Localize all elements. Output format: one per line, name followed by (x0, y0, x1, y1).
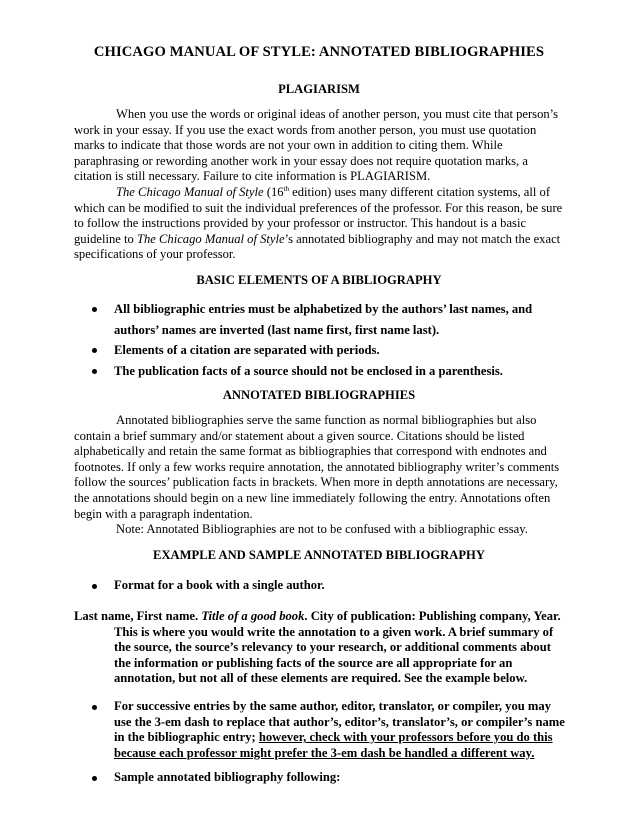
paragraph-line (74, 185, 566, 201)
annotated-paragraph (74, 413, 566, 538)
text-span: guideline to (74, 231, 137, 246)
annotated-heading: ANNOTATED BIBLIOGRAPHIES (222, 388, 416, 402)
sample-bibliography-bullet (74, 770, 594, 786)
book-title-italic: The Chicago Manual of Style (116, 184, 264, 199)
paragraph-line: which can be modified to suit the individual preferences of the professor. For this reason, be sure (74, 200, 563, 215)
successive-entries-bullet (74, 699, 594, 761)
example-heading: EXAMPLE AND SAMPLE ANNOTATED BIBLIOGRAPHY (153, 548, 485, 562)
paragraph-line: work in your essay. If you use the exact words from another person, you must use quotation (74, 122, 537, 137)
annotation-line: the source, the source’s relevancy to your research, or additional comments about (114, 640, 551, 655)
note-line: Note: Annotated Bibliographies are not to be confused with a bibliographic essay. (116, 522, 528, 537)
paragraph-line: the annotations should begin on a new line immediately following the entry. Annotations often (74, 490, 551, 505)
paragraph-line: citation is still necessary. Failure to cite information is PLAGIARISM. (74, 169, 431, 184)
bullet-icon (92, 369, 97, 374)
list-item-text: The publication facts of a source should not be enclosed in a parenthesis. (114, 363, 503, 378)
underlined-text: however, check with your professors before you do this (258, 730, 553, 745)
underlined-text: because each professor might prefer the 3-em dash be handled a different way. (114, 745, 535, 760)
text-span: edition) uses many different citation systems, all of (289, 184, 551, 199)
bullet-icon (92, 705, 97, 710)
list-item (74, 340, 574, 361)
book-format-bullet (74, 578, 594, 594)
plagiarism-heading: PLAGIARISM (278, 82, 360, 96)
list-item-text: All bibliographic entries must be alphabetized by the authors’ last names, and (114, 302, 533, 316)
paragraph-line: specifications of your professor. (74, 247, 236, 262)
paragraph-line: paraphrasing or rewording another work in your essay does not require quotation marks, a (74, 153, 528, 168)
superscript: th (283, 184, 289, 193)
bullet-icon (92, 776, 97, 781)
bullet-text: Sample annotated bibliography following: (114, 770, 341, 784)
book-title-italic: Title of a good book (201, 609, 305, 623)
paragraph-line: marks to indicate that those words are not your own in addition to citing them. While (74, 138, 503, 153)
list-item-text: Elements of a citation are separated with periods. (114, 343, 380, 357)
paragraph-line: contain a brief summary and/or statement about a given source. Citations should be listed (74, 428, 525, 443)
bullet-line (114, 746, 594, 762)
paragraph-line: begin with a paragraph indentation. (74, 506, 253, 521)
annotation-line: This is where you would write the annotation to a given work. A brief summary of (114, 624, 554, 639)
bullet-line (114, 730, 594, 746)
sample-entry (74, 609, 574, 687)
text-span: (16 (263, 184, 284, 199)
bullet-line: For successive entries by the same author, editor, translator, or compiler, you may (114, 699, 552, 713)
paragraph-line (74, 232, 566, 248)
paragraph-line: footnotes. If only a few works require annotation, the annotated bibliography writer’s comments (74, 459, 560, 474)
paragraph-line: alphabetically and retain the same format as bibliographies that correspond with endnotes and (74, 444, 547, 459)
plagiarism-paragraph (74, 107, 566, 263)
list-item (74, 320, 574, 341)
entry-citation-line (74, 609, 574, 625)
bullet-icon (92, 307, 97, 312)
paragraph-line: follow the sources’ publication facts in brackets. When more in depth annotations are necessary, (74, 475, 558, 490)
book-title-italic: The Chicago Manual of Style (136, 231, 285, 246)
paragraph-line: Annotated bibliographies serve the same function as normal bibliographies but also (116, 413, 537, 427)
paragraph-line: to follow the instructions provided by your professor or instructor. This handout is a basic (74, 216, 527, 231)
annotation-line: the information or publishing facts of the source are all appropriate for an (114, 655, 513, 670)
bullet-line: use the 3-em dash to replace that author’s, editor’s, translator’s, or compiler’s name (114, 714, 565, 729)
annotation-line: annotation, but not all of these elements are required. See the example below. (114, 671, 528, 686)
paragraph-line: When you use the words or original ideas of another person, you must cite that person’s (116, 107, 559, 121)
text-span: . City of publication: Publishing company, Year. (304, 609, 561, 623)
list-item (74, 361, 574, 382)
text-span: ’s annotated bibliography and may not match the exact (284, 231, 561, 246)
bullet-text: Format for a book with a single author. (114, 578, 325, 592)
list-item-text: authors’ names are inverted (last name first, first name last). (114, 322, 440, 337)
document-title: CHICAGO MANUAL OF STYLE: ANNOTATED BIBLIOGRAPHIES (93, 44, 545, 60)
bullet-text (74, 699, 594, 761)
text-span: Last name, First name. (74, 609, 202, 623)
bullet-icon (92, 348, 97, 353)
basic-elements-list (74, 299, 574, 381)
text-span: in the bibliographic entry; (114, 730, 259, 745)
bullet-icon (92, 584, 97, 589)
basic-elements-heading: BASIC ELEMENTS OF A BIBLIOGRAPHY (196, 273, 442, 287)
list-item (74, 299, 574, 320)
